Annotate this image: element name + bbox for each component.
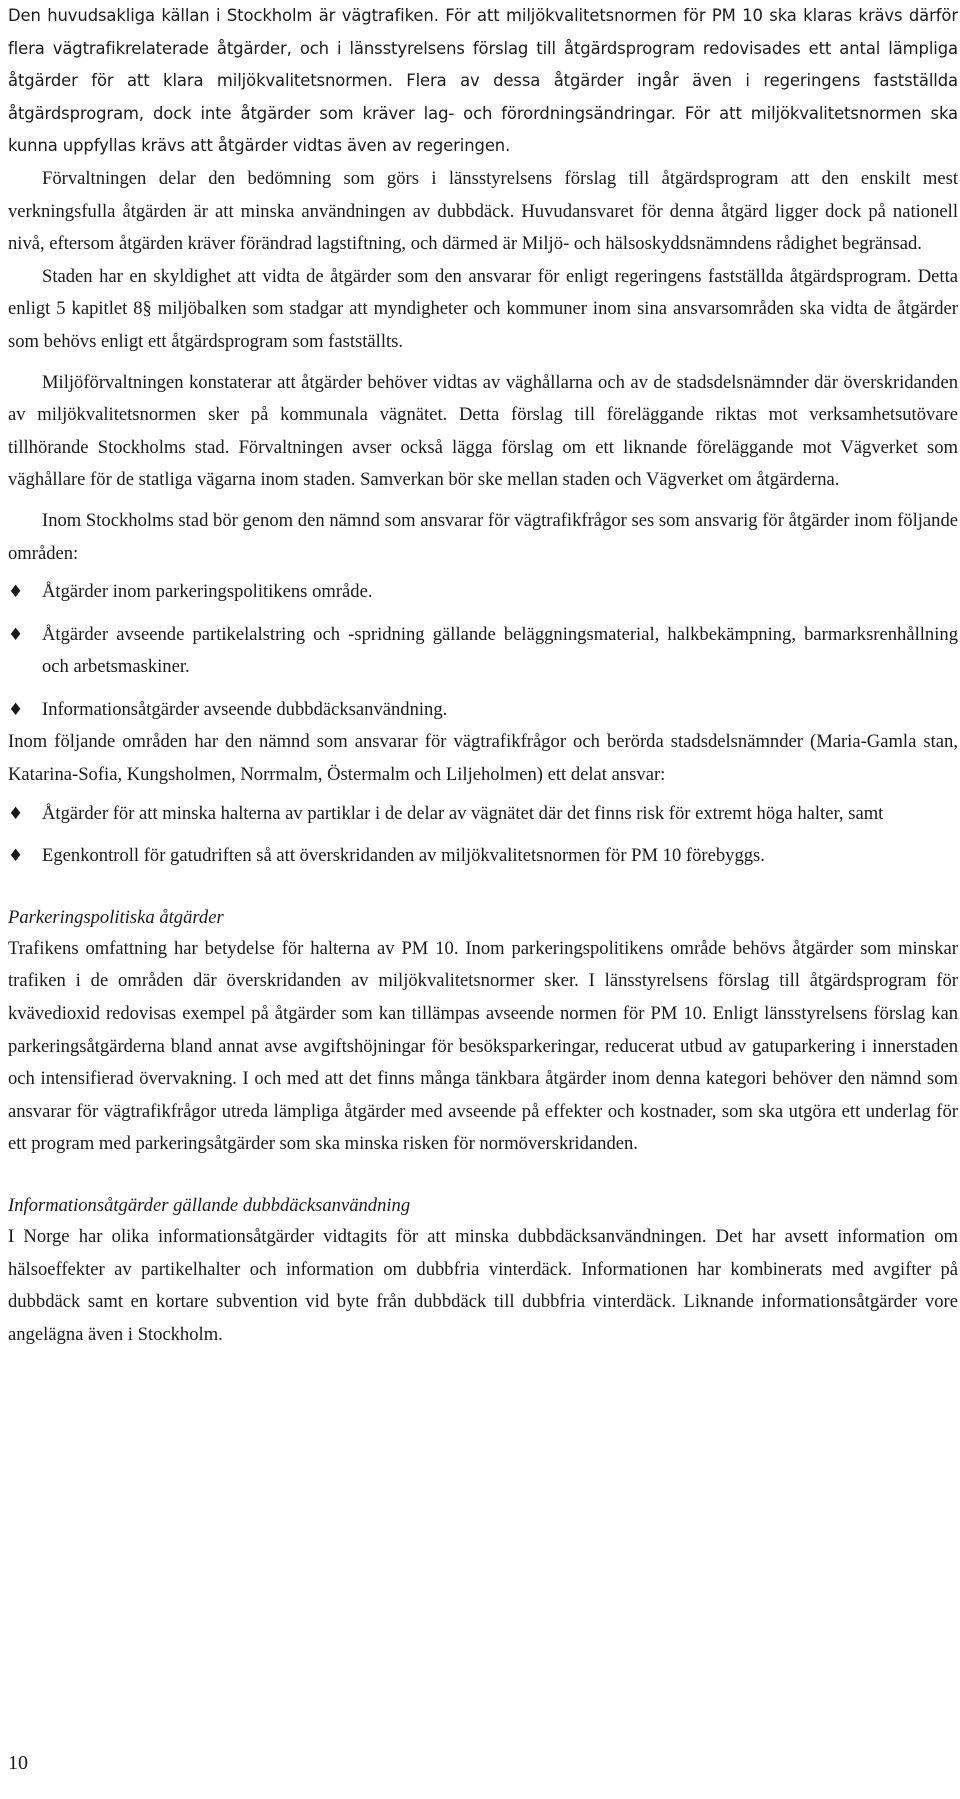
diamond-bullet-icon: ♦ xyxy=(8,582,24,603)
list-item xyxy=(8,619,958,684)
list-item xyxy=(8,576,958,609)
section-heading-information: Informationsåtgärder gällande dubbdäcksanvändning xyxy=(8,1195,411,1216)
diamond-bullet-icon: ♦ xyxy=(8,803,24,824)
diamond-bullet-icon: ♦ xyxy=(8,846,24,867)
paragraph-shared-responsibility: Inom följande områden har den nämnd som ansvarar för vägtrafikfrågor och berörda stadsdelsnämnder (Maria-Gamla stan, Katarina-Sofia, Kungsholmen, Norrmalm, Östermalm och Liljeholmen) ett delat ansvar: xyxy=(8,731,958,786)
diamond-bullet-icon: ♦ xyxy=(8,699,24,720)
list-item-text: Informationsåtgärder avseende dubbdäcksanvändning. xyxy=(42,698,448,720)
list-item-text: Egenkontroll för gatudriften så att överskridanden av miljökvalitetsnormen för PM 10 förebyggs. xyxy=(42,845,765,867)
paragraph-obligation: Staden har en skyldighet att vidta de åtgärder som den ansvarar för enligt regeringens fastställda åtgärdsprogram. Detta enligt 5 kapitlet 8§ miljöbalken som stadgar att myndigheter och kommuner inom sina ansvarsområden ska vidta de åtgärder som behövs enligt ett åtgärdsprogram som fastställts. xyxy=(8,265,958,352)
list-item xyxy=(8,840,958,873)
shared-responsibility-list xyxy=(8,798,958,873)
list-item xyxy=(8,798,958,831)
list-item xyxy=(8,694,958,727)
list-item-text: Åtgärder för att minska halterna av partiklar i de delar av vägnätet där det finns risk för extremt höga halter, samt xyxy=(42,802,884,824)
list-item-text: Åtgärder inom parkeringspolitikens område. xyxy=(42,581,373,603)
paragraph-parking: Trafikens omfattning har betydelse för halterna av PM 10. Inom parkeringspolitikens område behövs åtgärder som minskar trafiken i de områden där överskridanden av miljökvalitetsnormer sker. I länsstyrelsens förslag till åtgärdsprogram för kvävedioxid redovisas exempel på åtgärder som kan tillämpas avseende normen för PM 10. Enligt länsstyrelsens förslag kan parkeringsåtgärderna bland annat avse avgiftshöjningar för besöksparkeringar, reducerat utbud av gatuparkering i innerstaden och intensifierad övervakning. I och med att det finns många tänkbara åtgärder inom denna kategori behöver den nämnd som ansvarar för vägtrafikfrågor utreda lämpliga åtgärder med avseende på effekter och kostnader, som ska utgöra ett underlag för ett program med parkeringsåtgärder som ska minska risken för normöverskridanden. xyxy=(8,937,958,1155)
paragraph-assessment: Förvaltningen delar den bedömning som görs i länsstyrelsens förslag till åtgärdsprogram att den enskilt mest verkningsfulla åtgärden är att minska användningen av dubbdäck. Huvudansvaret för denna åtgärd ligger dock på nationell nivå, eftersom åtgärden kräver förändrad lagstiftning, och därmed är Miljö- och hälsoskyddsnämndens rådighet begränsad. xyxy=(8,167,958,255)
diamond-bullet-icon: ♦ xyxy=(8,624,24,645)
paragraph-information: I Norge har olika informationsåtgärder vidtagits för att minska dubbdäcksanvändningen. Det har avsett information om hälsoeffekter av partikelhalter och information om dubbfria vinterdäck. Informationen har kombinerats med avgifter på dubbdäck samt en kortare subvention vid byte från dubbdäck till dubbfria vinterdäck. Liknande informationsåtgärder vore angelägna även i Stockholm. xyxy=(8,1226,958,1345)
paragraph-environment-office: Miljöförvaltningen konstaterar att åtgärder behöver vidtas av väghållarna och av de stadsdelsnämnder där överskridanden av miljökvalitetsnormen sker på kommunala vägnätet. Detta förslag till föreläggande riktas mot verksamhetsutövare tillhörande Stockholms stad. Förvaltningen avser också lägga förslag om ett liknande föreläggande mot Vägverket som väghållare för de statliga vägarna inom staden. Samverkan bör ske mellan staden och Vägverket om åtgärderna. xyxy=(8,371,958,491)
section-heading-parking: Parkeringspolitiska åtgärder xyxy=(8,906,224,928)
paragraph-responsibility: Inom Stockholms stad bör genom den nämnd som ansvarar för vägtrafikfrågor ses som ansvarig för åtgärder inom följande områden: xyxy=(8,509,958,564)
responsibility-list xyxy=(8,576,958,726)
list-item-text: Åtgärder avseende partikelalstring och -spridning gällande beläggningsmaterial, halkbekämpning, barmarksrenhållning och arbetsmaskiner. xyxy=(42,623,958,678)
page-number: 10 xyxy=(8,1752,28,1774)
paragraph-intro: Den huvudsakliga källan i Stockholm är vägtrafiken. För att miljökvalitetsnormen för PM 10 ska klaras krävs därför flera vägtrafikrelaterade åtgärder, och i länsstyrelsens förslag till åtgärdsprogram redovisades ett antal lämpliga åtgärder för att klara miljökvalitetsnormen. Flera av dessa åtgärder ingår även i regeringens fastställda åtgärdsprogram, dock inte åtgärder som kräver lag- och förordningsändringar. För att miljökvalitetsnormen ska kunna uppfyllas krävs att åtgärder vidtas även av regeringen. xyxy=(8,6,958,156)
document-page xyxy=(8,0,958,1351)
